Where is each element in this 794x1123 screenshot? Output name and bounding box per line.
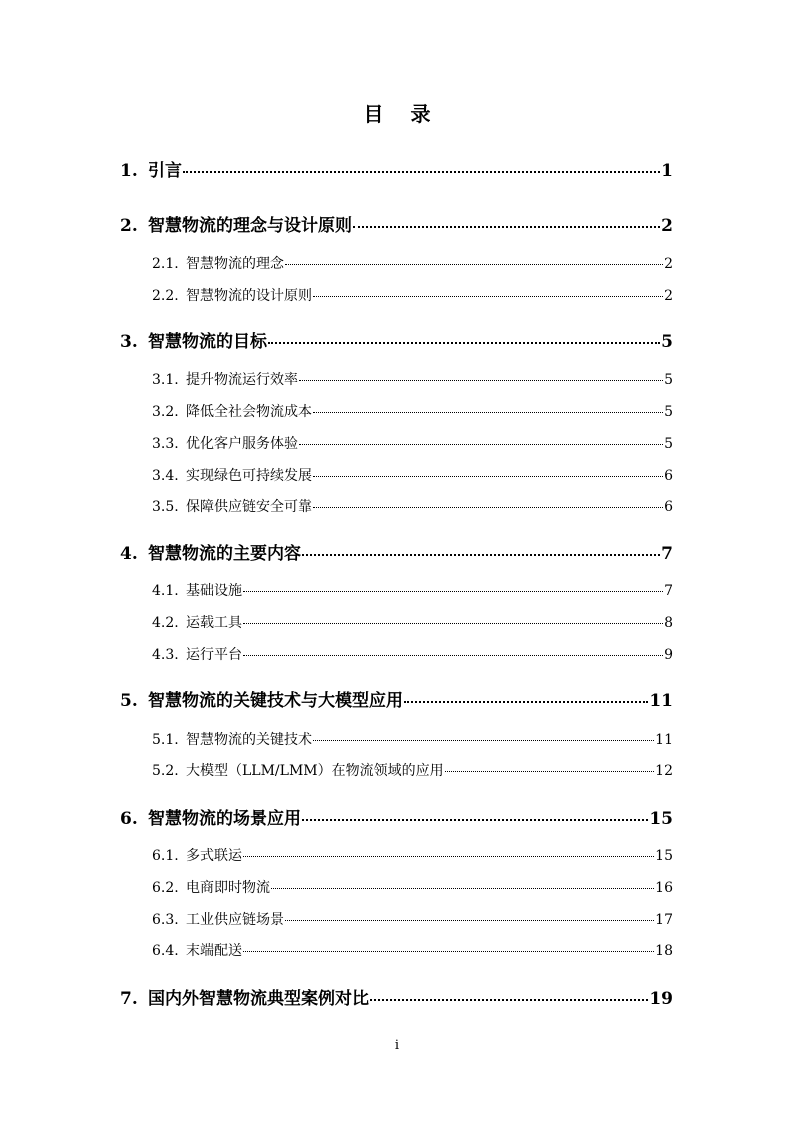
toc-text: 智慧物流的关键技术与大模型应用 xyxy=(148,691,403,711)
toc-number: 5.1. xyxy=(152,732,179,748)
dot-leader xyxy=(302,819,648,821)
toc-number: 5. xyxy=(120,691,138,711)
toc-page: 5 xyxy=(661,332,673,352)
toc-entry-3-5[interactable] xyxy=(152,496,673,516)
toc-text: 运行平台 xyxy=(186,647,242,663)
toc-entry-3-2[interactable] xyxy=(152,401,673,421)
toc-entry-6-3[interactable] xyxy=(152,909,673,929)
toc-text: 工业供应链场景 xyxy=(186,912,284,928)
toc-text: 国内外智慧物流典型案例对比 xyxy=(148,989,369,1009)
dot-leader xyxy=(243,623,663,624)
toc-number: 1. xyxy=(120,161,138,181)
toc-number: 3.1. xyxy=(152,372,179,388)
toc-number: 4. xyxy=(120,544,138,564)
dot-leader xyxy=(268,342,660,344)
toc-text: 多式联运 xyxy=(186,848,242,864)
dot-leader xyxy=(271,888,654,889)
toc-number: 4.3. xyxy=(152,647,179,663)
toc-text: 智慧物流的设计原则 xyxy=(186,288,312,304)
toc-number: 7. xyxy=(120,989,138,1009)
dot-leader xyxy=(302,554,660,556)
toc-entry-4-1[interactable] xyxy=(152,580,673,600)
dot-leader xyxy=(370,999,648,1001)
toc-page: 5 xyxy=(664,372,673,388)
toc-page: 8 xyxy=(664,615,673,631)
toc-page: 6 xyxy=(664,468,673,484)
toc-text: 智慧物流的场景应用 xyxy=(148,809,301,829)
toc-page: 6 xyxy=(664,499,673,515)
toc-entry-7[interactable] xyxy=(120,984,673,1009)
toc-page: 2 xyxy=(661,216,673,236)
toc-page: 5 xyxy=(664,436,673,452)
toc-number: 3.3. xyxy=(152,436,179,452)
dot-leader xyxy=(313,296,663,297)
dot-leader xyxy=(285,920,654,921)
toc-text: 智慧物流的主要内容 xyxy=(148,544,301,564)
toc-page: 5 xyxy=(664,404,673,420)
toc-number: 4.2. xyxy=(152,615,179,631)
dot-leader xyxy=(299,444,663,445)
toc-entry-5-1[interactable] xyxy=(152,729,673,749)
toc-number: 5.2. xyxy=(152,763,179,779)
toc-entry-2[interactable] xyxy=(120,211,673,236)
toc-entry-5[interactable] xyxy=(120,686,673,711)
toc-page: 15 xyxy=(649,809,673,829)
toc-page: 12 xyxy=(655,763,673,779)
toc-text: 实现绿色可持续发展 xyxy=(186,468,312,484)
page-number-footer: i xyxy=(394,1038,400,1053)
toc-text: 基础设施 xyxy=(186,583,242,599)
dot-leader xyxy=(404,701,648,703)
toc-entry-6-2[interactable] xyxy=(152,877,673,897)
toc-entry-1[interactable] xyxy=(120,156,673,181)
toc-text: 运载工具 xyxy=(186,615,242,631)
toc-entry-3-4[interactable] xyxy=(152,465,673,485)
dot-leader xyxy=(183,171,660,173)
page-title: 目 录 xyxy=(363,102,441,126)
dot-leader xyxy=(313,507,663,508)
toc-text: 优化客户服务体验 xyxy=(186,436,298,452)
toc-number: 6. xyxy=(120,809,138,829)
toc-page: 11 xyxy=(649,691,673,711)
toc-number: 6.3. xyxy=(152,912,179,928)
toc-page: 7 xyxy=(661,544,673,564)
toc-number: 3.2. xyxy=(152,404,179,420)
toc-page: 19 xyxy=(649,989,673,1009)
toc-entry-2-1[interactable] xyxy=(152,253,673,273)
toc-number: 6.4. xyxy=(152,943,179,959)
dot-leader xyxy=(313,412,663,413)
toc-page: 2 xyxy=(664,288,673,304)
toc-page: 16 xyxy=(655,880,673,896)
toc-number: 6.1. xyxy=(152,848,179,864)
toc-entry-6-1[interactable] xyxy=(152,845,673,865)
toc-text: 大模型（LLM/LMM）在物流领域的应用 xyxy=(186,763,444,779)
toc-entry-4-3[interactable] xyxy=(152,644,673,664)
toc-entry-2-2[interactable] xyxy=(152,285,673,305)
dot-leader xyxy=(313,740,654,741)
dot-leader xyxy=(285,264,663,265)
toc-page: 2 xyxy=(664,256,673,272)
toc-number: 3.4. xyxy=(152,468,179,484)
toc-entry-4-2[interactable] xyxy=(152,612,673,632)
toc-page: 15 xyxy=(655,848,673,864)
dot-leader xyxy=(243,591,663,592)
toc-page: 11 xyxy=(655,732,673,748)
dot-leader xyxy=(445,771,655,772)
toc-entry-6-4[interactable] xyxy=(152,940,673,960)
toc-entry-4[interactable] xyxy=(120,539,673,564)
dot-leader xyxy=(299,380,663,381)
toc-text: 末端配送 xyxy=(186,943,242,959)
toc-page: 18 xyxy=(655,943,673,959)
toc-text: 保障供应链安全可靠 xyxy=(186,499,312,515)
toc-entry-3[interactable] xyxy=(120,327,673,352)
toc-text: 智慧物流的理念 xyxy=(186,256,284,272)
toc-entry-6[interactable] xyxy=(120,804,673,829)
toc-page: 9 xyxy=(664,647,673,663)
toc-number: 3. xyxy=(120,332,138,352)
toc-text: 引言 xyxy=(148,161,182,181)
dot-leader xyxy=(243,856,654,857)
toc-page: 17 xyxy=(655,912,673,928)
toc-entry-3-1[interactable] xyxy=(152,369,673,389)
toc-page: 7 xyxy=(664,583,673,599)
toc-number: 2.2. xyxy=(152,288,179,304)
toc-number: 2. xyxy=(120,216,138,236)
dot-leader xyxy=(313,476,663,477)
toc-number: 3.5. xyxy=(152,499,179,515)
toc-number: 6.2. xyxy=(152,880,179,896)
toc-text: 智慧物流的关键技术 xyxy=(186,732,312,748)
toc-entry-3-3[interactable] xyxy=(152,433,673,453)
toc-number: 4.1. xyxy=(152,583,179,599)
dot-leader xyxy=(243,951,654,952)
toc-text: 提升物流运行效率 xyxy=(186,372,298,388)
toc-text: 电商即时物流 xyxy=(186,880,270,896)
toc-number: 2.1. xyxy=(152,256,179,272)
dot-leader xyxy=(243,655,663,656)
toc-text: 智慧物流的理念与设计原则 xyxy=(148,216,352,236)
dot-leader xyxy=(353,226,660,228)
toc-page: 1 xyxy=(661,161,673,181)
toc-text: 降低全社会物流成本 xyxy=(186,404,312,420)
toc-entry-5-2[interactable] xyxy=(152,760,673,780)
toc-text: 智慧物流的目标 xyxy=(148,332,267,352)
